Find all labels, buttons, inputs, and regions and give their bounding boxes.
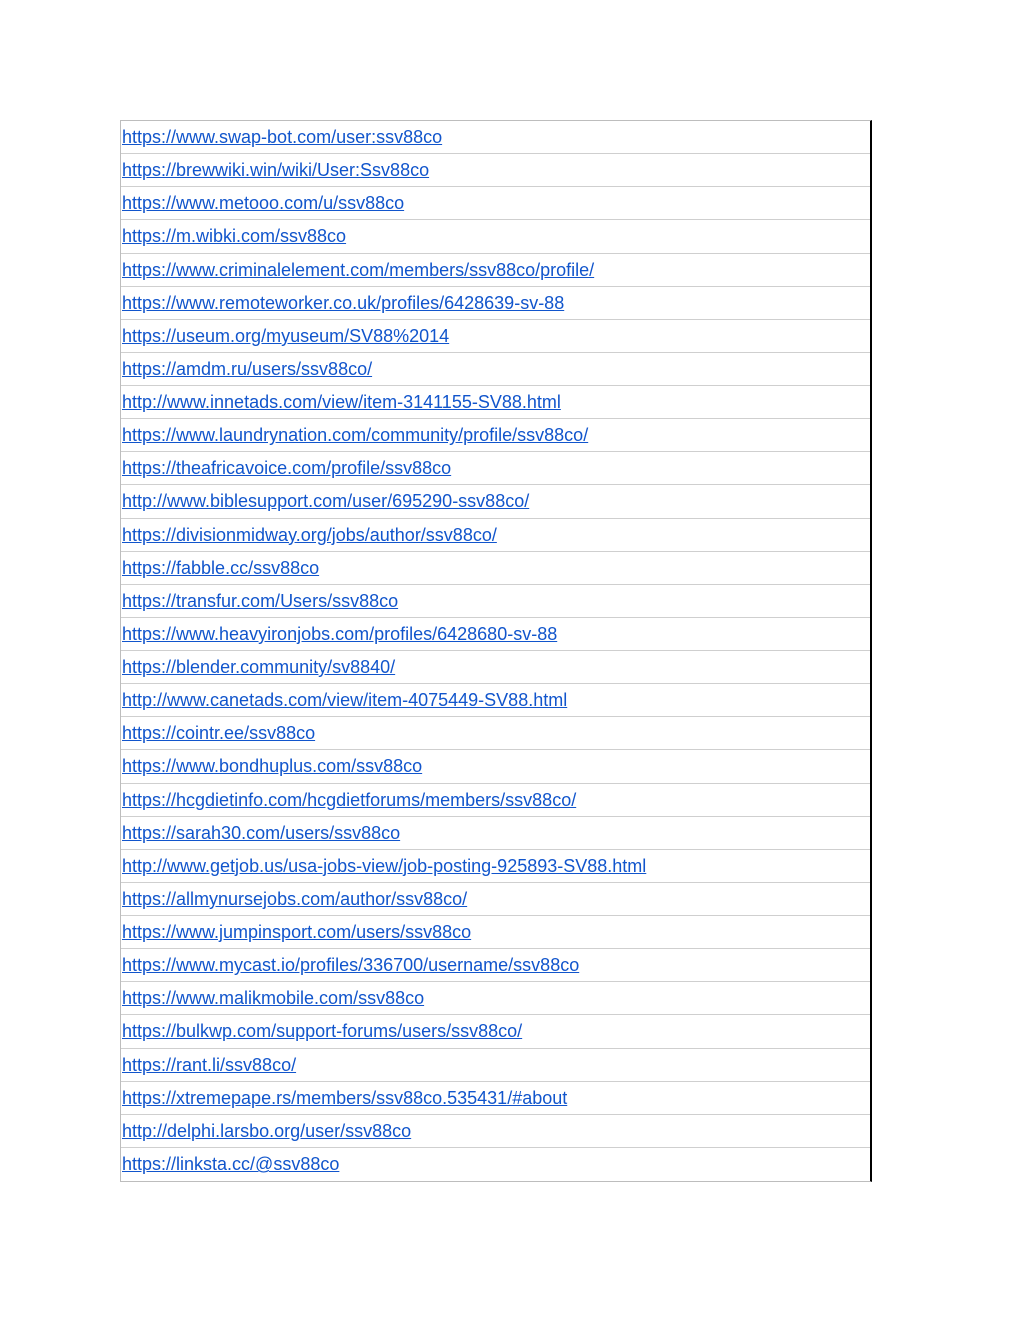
table-row bbox=[121, 386, 870, 419]
table-row bbox=[121, 320, 870, 353]
link[interactable]: https://www.metooo.com/u/ssv88co bbox=[122, 193, 405, 214]
link[interactable]: https://www.laundrynation.com/community/profile/ssv88co/ bbox=[122, 425, 589, 446]
table-row bbox=[121, 883, 870, 916]
link[interactable]: http://www.biblesupport.com/user/695290-ssv88co/ bbox=[122, 491, 530, 512]
table-row bbox=[121, 452, 870, 485]
link[interactable]: https://cointr.ee/ssv88co bbox=[122, 723, 316, 744]
link[interactable]: http://delphi.larsbo.org/user/ssv88co bbox=[122, 1120, 412, 1141]
link[interactable]: https://theafricavoice.com/profile/ssv88co bbox=[122, 458, 452, 479]
link[interactable]: https://useum.org/myuseum/SV88%2014 bbox=[122, 325, 450, 346]
table-row bbox=[121, 1049, 870, 1082]
link[interactable]: https://www.malikmobile.com/ssv88co bbox=[122, 988, 425, 1009]
table-row bbox=[121, 916, 870, 949]
table-row bbox=[121, 154, 870, 187]
table-row bbox=[121, 982, 870, 1015]
link[interactable]: https://blender.community/sv8840/ bbox=[122, 657, 396, 678]
link-table bbox=[120, 120, 872, 1182]
table-row bbox=[121, 1115, 870, 1148]
link[interactable]: https://brewwiki.win/wiki/User:Ssv88co bbox=[122, 160, 430, 181]
table-row bbox=[121, 717, 870, 750]
table-row bbox=[121, 949, 870, 982]
link[interactable]: https://www.remoteworker.co.uk/profiles/6428639-sv-88 bbox=[122, 292, 565, 313]
link[interactable]: http://www.canetads.com/view/item-4075449-SV88.html bbox=[122, 690, 568, 711]
table-row bbox=[121, 784, 870, 817]
table-row bbox=[121, 1015, 870, 1048]
link[interactable]: https://rant.li/ssv88co/ bbox=[122, 1054, 297, 1075]
table-row bbox=[121, 585, 870, 618]
link[interactable]: https://xtremepape.rs/members/ssv88co.535431/#about bbox=[122, 1087, 568, 1108]
link[interactable]: https://www.swap-bot.com/user:ssv88co bbox=[122, 127, 443, 148]
table-row bbox=[121, 651, 870, 684]
table-row bbox=[121, 817, 870, 850]
table-row bbox=[121, 850, 870, 883]
link[interactable]: https://m.wibki.com/ssv88co bbox=[122, 226, 347, 247]
link[interactable]: https://sarah30.com/users/ssv88co bbox=[122, 822, 401, 843]
link[interactable]: https://www.criminalelement.com/members/ssv88co/profile/ bbox=[122, 259, 595, 280]
link[interactable]: https://amdm.ru/users/ssv88co/ bbox=[122, 358, 373, 379]
table-row bbox=[121, 552, 870, 585]
link[interactable]: https://fabble.cc/ssv88co bbox=[122, 557, 320, 578]
table-row bbox=[121, 684, 870, 717]
link[interactable]: http://www.innetads.com/view/item-3141155-SV88.html bbox=[122, 392, 561, 413]
link[interactable]: https://divisionmidway.org/jobs/author/ssv88co/ bbox=[122, 524, 497, 545]
link[interactable]: https://transfur.com/Users/ssv88co bbox=[122, 590, 399, 611]
table-row bbox=[121, 187, 870, 220]
table-row bbox=[121, 353, 870, 386]
link[interactable]: http://www.getjob.us/usa-jobs-view/job-posting-925893-SV88.html bbox=[122, 855, 647, 876]
link[interactable]: https://bulkwp.com/support-forums/users/ssv88co/ bbox=[122, 1021, 523, 1042]
table-row bbox=[121, 121, 870, 154]
link[interactable]: https://allmynursejobs.com/author/ssv88co/ bbox=[122, 888, 468, 909]
table-row bbox=[121, 419, 870, 452]
table-row bbox=[121, 287, 870, 320]
table-row bbox=[121, 1082, 870, 1115]
link[interactable]: https://www.heavyironjobs.com/profiles/6428680-sv-88 bbox=[122, 623, 558, 644]
table-row bbox=[121, 1148, 870, 1181]
link[interactable]: https://www.bondhuplus.com/ssv88co bbox=[122, 756, 423, 777]
link[interactable]: https://www.mycast.io/profiles/336700/username/ssv88co bbox=[122, 955, 580, 976]
table-row bbox=[121, 618, 870, 651]
table-row bbox=[121, 220, 870, 253]
link[interactable]: https://www.jumpinsport.com/users/ssv88co bbox=[122, 922, 472, 943]
link[interactable]: https://hcgdietinfo.com/hcgdietforums/members/ssv88co/ bbox=[122, 789, 577, 810]
table-row bbox=[121, 485, 870, 518]
table-row bbox=[121, 750, 870, 783]
table-row bbox=[121, 254, 870, 287]
link[interactable]: https://linksta.cc/@ssv88co bbox=[122, 1154, 340, 1175]
table-row bbox=[121, 519, 870, 552]
